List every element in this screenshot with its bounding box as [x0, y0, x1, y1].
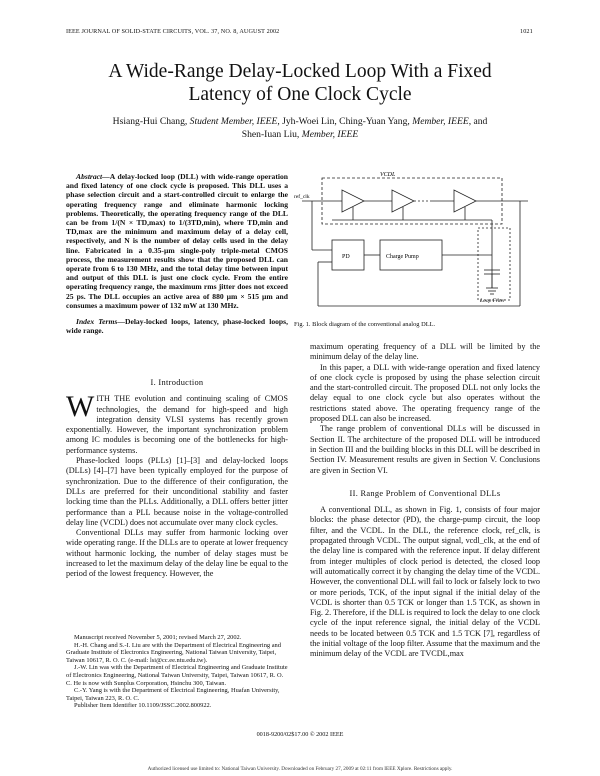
- footnote: C.-Y. Yang is with the Department of Electrical Engineering, Huafan University, Taipei, Taiwan 223, R. O. C.: [66, 687, 280, 702]
- figure-1-block-diagram: [292, 170, 540, 314]
- index-terms-label: Index Terms—: [76, 317, 125, 327]
- author-2: , Jyh-Woei Lin, Ching-Yuan Yang,: [277, 116, 413, 127]
- paragraph: A conventional DLL, as shown in Fig. 1, consists of four major blocks: the phase detector (PD), the charge-pump circuit, the loop filter, and the VCDL. In the DLL, the reference clock, ref_clk, is propagated through VCDL. The output signal, vcdl_clk, at the end of the delay line is compared with the reference input. If delay different from integer multiples of clock period is detected, the closed loop will automatically correct it by changing the delay time of the VCDL. However, the conventional DLL will fail to lock or falsely lock to two or more periods, TCK, of the input signal if the initial delay of the VCDL is shorter than 0.5 TCK or longer than 1.5 TCK, as shown in Fig. 2. Therefore, if the DLL is required to lock the delay to one clock cycle of the input reference signal, the initial delay of the VCDL needs to be located between 0.5 TCK and 1.5 TCK [7], regardless of the initial voltage of the loop filter. Assume that the maximum and the minimum delay of the VCDL are TVCDL,max: [310, 505, 540, 659]
- drop-cap: W: [66, 390, 95, 424]
- footnote: J.-W. Lin was with the Department of Electrical Engineering and Graduate Institute of Electronics Engineering, National Taiwan University, Taipei, Taiwan 10617, R. O. C. He is now with Sunplus Corporation, Hsinchu 300, Taiwan.: [66, 664, 288, 687]
- loop-filter-label: Loop Filter: [480, 298, 506, 304]
- author-list: [80, 116, 520, 141]
- footnote: Manuscript received November 5, 2001; revised March 27, 2002.: [74, 634, 242, 641]
- author-2-role: Member, IEEE: [412, 116, 469, 127]
- section-heading: I. Introduction: [150, 378, 204, 387]
- author-4: Shen-Iuan Liu,: [241, 128, 302, 140]
- abstract-text: A delay-locked loop (DLL) with wide-range operation and fixed latency of one clock cycle is proposed. This DLL uses a phase selection circuit and a start-controlled circuit to enlarge the operating frequency range and eliminate harmonic locking problems. Theoretically, the operating frequency range of the DLL can be from 1/(N × TD,max) to 1/(3TD,min), where TD,min and TD,max are the minimum and maximum delay of a delay cell, respectively, and N is the number of delay cells used in the delay line. Fabricated in a 0.35-µm single-poly triple-metal CMOS process, the measurement results show that the proposed DLL can operate from 6 to 130 MHz, and the total delay time between input and output of this DLL is just one clock cycle. From the entire operating frequency range, the maximum rms jitter does not exceed 25 ps. The DLL occupies an active area of 880 µm × 515 µm and consumes a maximum power of 132 mW at 130 MHz.: [66, 172, 288, 310]
- vcdl-box: [322, 178, 502, 224]
- author-3: , and: [468, 116, 488, 127]
- abstract: [66, 172, 288, 335]
- author-1: Hsiang-Hui Chang,: [112, 116, 190, 127]
- running-header: IEEE JOURNAL OF SOLID-STATE CIRCUITS, VOL. 37, NO. 8, AUGUST 2002: [66, 28, 280, 35]
- right-column: [310, 342, 540, 660]
- pd-label: PD: [342, 254, 350, 260]
- author-1-role: Student Member, IEEE: [189, 116, 278, 127]
- paragraph: In this paper, a DLL with wide-range operation and fixed latency of one clock cycle is proposed by using the phase selection circuit and the start-controlled circuit. The proposed DLL not only locks the delay equal to one clock cycle but also operates without the restrictions stated above. The operating frequency range of the proposed DLL can also be increased.: [310, 362, 540, 424]
- figure-1-caption: Fig. 1. Block diagram of the conventional analog DLL.: [294, 321, 436, 328]
- section-heading: II. Range Problem of Conventional DLLs: [349, 488, 501, 498]
- download-stamp: Authorized licensed use limited to: National Taiwan University. Downloaded on February 27, 2009 at 02:11 from IEEE Xplore. Restrictions apply.: [147, 766, 453, 772]
- section-introduction: [66, 378, 288, 580]
- ref-clk-label: ref_clk: [294, 194, 310, 200]
- footnote: H.-H. Chang and S.-I. Liu are with the Department of Electrical Engineering and Graduate Institute of Electronics Engineering, National Taiwan University, Taipei, Taiwan 10617, R. O. C. (e-mail: lsi@cc.ee.ntu.edu.tw).: [66, 641, 281, 664]
- page-number: 1021: [520, 28, 533, 35]
- footnotes: [66, 634, 288, 710]
- author-4-role: Member, IEEE: [301, 128, 359, 140]
- intro-paragraph-1: ITH THE evolution and continuing scaling of CMOS technologies, the demand for high-speed and high integration density VLSI systems has recently grown exponentially. However, the important synchronization problem among IC modules is becoming one of the bottlenecks for high-performance systems.: [66, 394, 288, 455]
- paragraph: The range problem of conventional DLLs will be discussed in Section II. The architecture of the proposed DLL will be introduced in Section III and the building blocks in this DLL will be described in Section IV. Measurement results are given in Section V. Conclusions are given in Section VI.: [310, 424, 540, 475]
- title-line-1: A Wide-Range Delay-Locked Loop With a Fixed: [108, 61, 492, 82]
- paragraph: maximum operating frequency of a DLL will be limited by the minimum delay of the delay line.: [310, 342, 540, 362]
- abstract-label: Abstract—: [76, 172, 110, 181]
- vcdl-label: VCDL: [380, 172, 396, 178]
- footnote: Publisher Item Identifier 10.1109/JSSC.2002.800922.: [74, 702, 212, 710]
- paper-title: [0, 60, 600, 106]
- intro-paragraph-3: Conventional DLLs may suffer from harmonic locking over wide operating range. If the DLLs are to operate at lower frequency without harmonic locking, the number of delay stages must be increased to let the maximum delay of the delay line be equal to the period of the lowest frequency. However, the: [66, 528, 288, 579]
- title-line-2: Latency of One Clock Cycle: [188, 84, 412, 105]
- charge-pump-label: Charge Pump: [386, 254, 419, 260]
- loop-filter-box: [478, 228, 510, 300]
- intro-paragraph-2: Phase-locked loops (PLLs) [1]–[3] and delay-locked loops (DLLs) [4]–[7] have been typically employed for the purpose of synchronization. Due to the difference of their configuration, the DLLs are preferred for their unconditional stability and faster locking time than the PLLs. Additionally, a DLL offers better jitter performance than a PLL because noise in the voltage-controlled delay line (VCDL) does not accumulate over many clock cycles.: [66, 456, 288, 527]
- index-terms: Delay-locked loops, latency, phase-locked loops, wide range.: [66, 317, 288, 336]
- copyright-line: 0018-9200/02$17.00 © 2002 IEEE: [256, 731, 344, 738]
